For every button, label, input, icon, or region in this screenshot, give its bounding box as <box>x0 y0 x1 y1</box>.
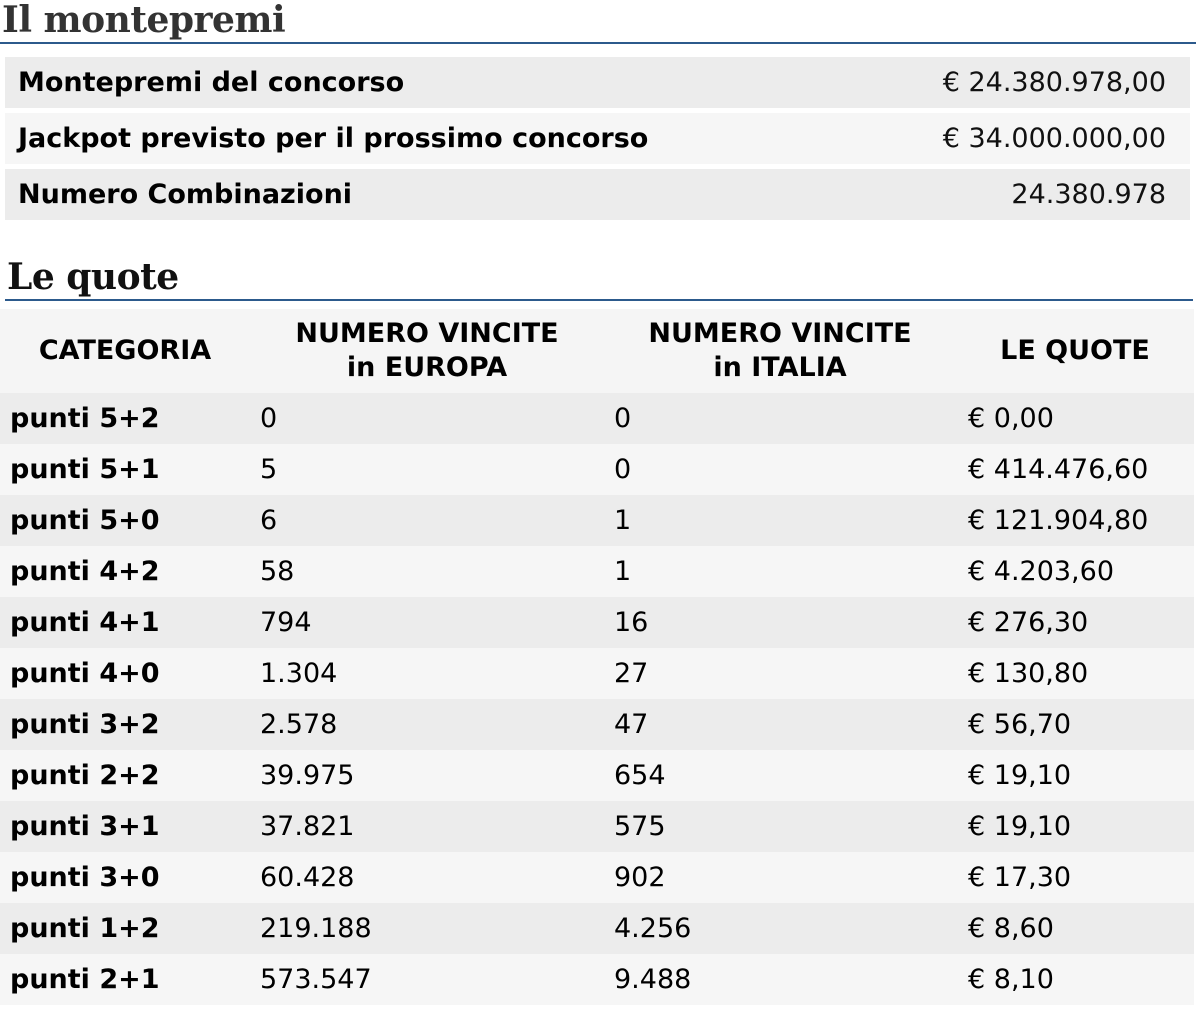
cell-quota: € 130,80 <box>956 648 1194 699</box>
table-row <box>0 852 1194 903</box>
cell-europa: 58 <box>250 546 604 597</box>
cell-europa: 37.821 <box>250 801 604 852</box>
cell-quota: € 0,00 <box>956 393 1194 444</box>
cell-europa: 60.428 <box>250 852 604 903</box>
cell-italia: 0 <box>604 393 956 444</box>
cell-italia: 0 <box>604 444 956 495</box>
table-row <box>0 444 1194 495</box>
cell-italia: 575 <box>604 801 956 852</box>
table-row <box>0 954 1194 1005</box>
section-title-quote: Le quote <box>5 257 1193 301</box>
header-categoria: CATEGORIA <box>0 309 250 393</box>
cell-categoria: punti 4+0 <box>0 648 250 699</box>
cell-categoria: punti 3+2 <box>0 699 250 750</box>
cell-italia: 4.256 <box>604 903 956 954</box>
cell-quota: € 19,10 <box>956 801 1194 852</box>
cell-categoria: punti 5+2 <box>0 393 250 444</box>
cell-quota: € 17,30 <box>956 852 1194 903</box>
cell-europa: 573.547 <box>250 954 604 1005</box>
cell-italia: 1 <box>604 546 956 597</box>
table-row <box>0 597 1194 648</box>
cell-europa: 6 <box>250 495 604 546</box>
cell-categoria: punti 3+1 <box>0 801 250 852</box>
cell-italia: 902 <box>604 852 956 903</box>
summary-row-jackpot <box>5 113 1190 164</box>
summary-row-combinazioni <box>5 169 1190 220</box>
cell-italia: 27 <box>604 648 956 699</box>
cell-europa: 39.975 <box>250 750 604 801</box>
cell-quota: € 8,60 <box>956 903 1194 954</box>
table-row <box>0 546 1194 597</box>
header-quote: LE QUOTE <box>956 309 1194 393</box>
cell-europa: 0 <box>250 393 604 444</box>
table-row <box>0 699 1194 750</box>
cell-categoria: punti 4+2 <box>0 546 250 597</box>
table-row <box>0 801 1194 852</box>
cell-italia: 1 <box>604 495 956 546</box>
table-header-row <box>0 309 1194 393</box>
summary-row-montepremi <box>5 57 1190 108</box>
summary-value: 24.380.978 <box>1011 179 1166 210</box>
cell-categoria: punti 4+1 <box>0 597 250 648</box>
table-row <box>0 393 1194 444</box>
table-row <box>0 648 1194 699</box>
cell-quota: € 4.203,60 <box>956 546 1194 597</box>
cell-categoria: punti 2+2 <box>0 750 250 801</box>
cell-categoria: punti 5+1 <box>0 444 250 495</box>
cell-categoria: punti 2+1 <box>0 954 250 1005</box>
table-row <box>0 750 1194 801</box>
cell-europa: 794 <box>250 597 604 648</box>
cell-quota: € 19,10 <box>956 750 1194 801</box>
cell-europa: 2.578 <box>250 699 604 750</box>
summary-label: Montepremi del concorso <box>18 67 405 98</box>
summary-label: Numero Combinazioni <box>18 179 353 210</box>
header-vincite-italia: NUMERO VINCITE in ITALIA <box>604 309 956 393</box>
cell-categoria: punti 3+0 <box>0 852 250 903</box>
cell-europa: 219.188 <box>250 903 604 954</box>
cell-quota: € 414.476,60 <box>956 444 1194 495</box>
summary-value: € 34.000.000,00 <box>942 123 1166 154</box>
cell-italia: 9.488 <box>604 954 956 1005</box>
cell-quota: € 121.904,80 <box>956 495 1194 546</box>
cell-quota: € 276,30 <box>956 597 1194 648</box>
quote-table <box>0 309 1194 1005</box>
cell-quota: € 56,70 <box>956 699 1194 750</box>
cell-categoria: punti 5+0 <box>0 495 250 546</box>
cell-italia: 16 <box>604 597 956 648</box>
header-vincite-europa: NUMERO VINCITE in EUROPA <box>250 309 604 393</box>
summary-label: Jackpot previsto per il prossimo concorso <box>18 123 649 154</box>
montepremi-summary <box>5 57 1190 225</box>
cell-quota: € 8,10 <box>956 954 1194 1005</box>
cell-italia: 654 <box>604 750 956 801</box>
section-title-montepremi: Il montepremi <box>0 0 1196 44</box>
table-row <box>0 903 1194 954</box>
cell-categoria: punti 1+2 <box>0 903 250 954</box>
summary-value: € 24.380.978,00 <box>942 67 1166 98</box>
cell-europa: 5 <box>250 444 604 495</box>
cell-europa: 1.304 <box>250 648 604 699</box>
cell-italia: 47 <box>604 699 956 750</box>
table-row <box>0 495 1194 546</box>
